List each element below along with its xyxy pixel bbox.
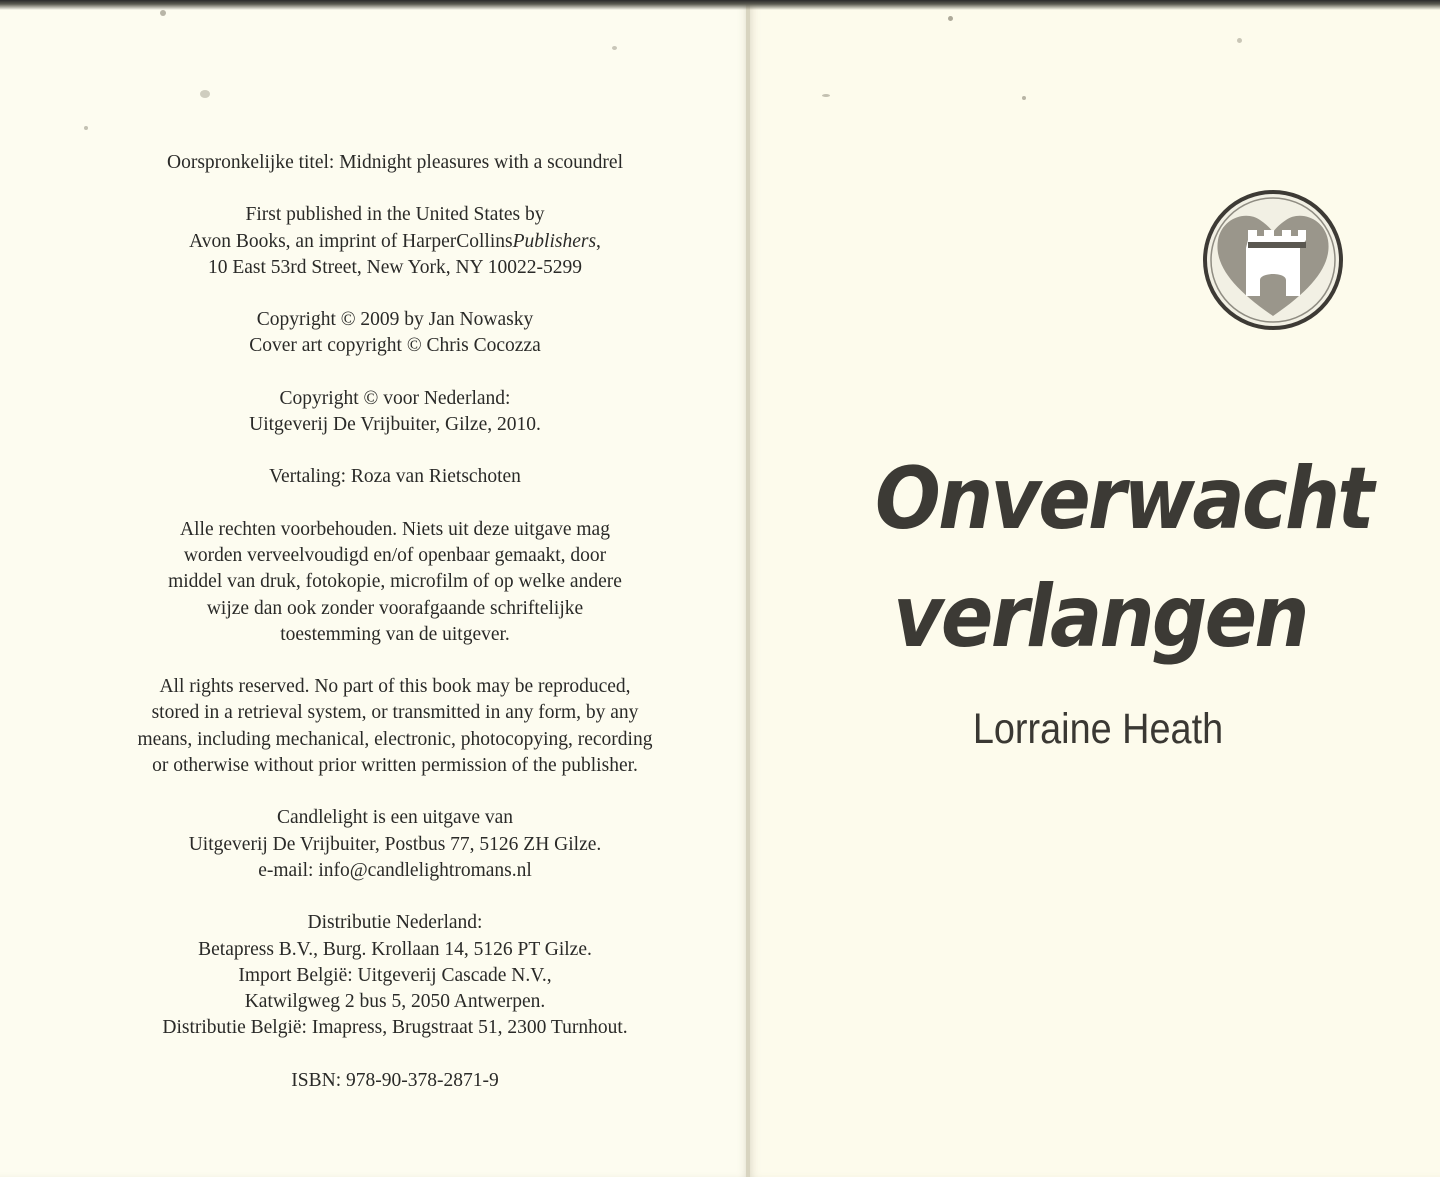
text-line: Betapress B.V., Burg. Krollaan 14, 5126 PT Gilze. bbox=[198, 938, 592, 960]
imprint-suffix: , bbox=[596, 230, 601, 252]
text-line: worden verveelvoudigd en/of openbaar gemaakt, door bbox=[183, 544, 607, 566]
text-line: Import België: Uitgeverij Cascade N.V., bbox=[238, 964, 552, 986]
paper-speck bbox=[612, 46, 617, 50]
paper-speck bbox=[84, 126, 88, 130]
text-line: Copyright © voor Nederland: bbox=[279, 387, 511, 409]
imprint-italic: Publishers bbox=[512, 230, 597, 252]
text-line: or otherwise without prior written permission of the publisher. bbox=[152, 755, 638, 777]
paper-speck bbox=[1237, 38, 1242, 43]
text-line: Katwilgweg 2 bus 5, 2050 Antwerpen. bbox=[244, 991, 546, 1013]
rights-english-block bbox=[100, 674, 690, 779]
candlelight-block bbox=[100, 805, 690, 884]
text-line: stored in a retrieval system, or transmitted in any form, by any bbox=[151, 702, 639, 724]
title-line: verlangen bbox=[893, 567, 1307, 667]
title-page bbox=[750, 0, 1440, 1177]
rights-dutch-block bbox=[100, 517, 690, 648]
text-line: wijze dan ook zonder voorafgaande schriftelijke bbox=[206, 597, 584, 619]
imprint-prefix: Avon Books, an imprint of HarperCollins bbox=[189, 230, 513, 252]
text-line: Copyright © 2009 by Jan Nowasky bbox=[256, 309, 534, 331]
original-title-block bbox=[100, 150, 690, 176]
text-line: Cover art copyright © Chris Cocozza bbox=[249, 335, 541, 357]
paper-speck bbox=[160, 10, 166, 16]
translation-block bbox=[100, 464, 690, 490]
first-published-block bbox=[100, 202, 690, 281]
text-line: Oorspronkelijke titel: Midnight pleasures with a scoundrel bbox=[167, 152, 623, 173]
dutch-copyright-block bbox=[100, 386, 690, 439]
publisher-address: 10 East 53rd Street, New York, NY 10022-5299 bbox=[207, 256, 583, 278]
scan-top-edge bbox=[0, 0, 1440, 10]
text-line: Candlelight is een uitgave van bbox=[276, 807, 514, 829]
paper-speck bbox=[200, 90, 210, 98]
paper-speck bbox=[948, 16, 953, 21]
text-line: means, including mechanical, electronic, photocopying, recording bbox=[137, 728, 653, 750]
heart-castle-logo-icon bbox=[1202, 176, 1344, 344]
isbn: ISBN: 978-90-378-2871-9 bbox=[291, 1069, 499, 1091]
text-line: Uitgeverij De Vrijbuiter, Postbus 77, 5126 ZH Gilze. bbox=[188, 833, 602, 855]
distribution-block bbox=[100, 910, 690, 1041]
text-line: Distributie België: Imapress, Brugstraat 51, 2300 Turnhout. bbox=[162, 1017, 628, 1039]
text-line: Uitgeverij De Vrijbuiter, Gilze, 2010. bbox=[249, 414, 541, 436]
title-line: Onverwacht bbox=[875, 449, 1372, 549]
page-gutter bbox=[746, 0, 750, 1177]
text-line: First published in the United States by bbox=[245, 204, 545, 226]
author-name: Lorraine Heath bbox=[972, 705, 1224, 753]
book-title bbox=[850, 440, 1372, 676]
text-line: middel van druk, fotokopie, microfilm of op welke andere bbox=[168, 571, 622, 593]
email-line: e-mail: info@candlelightromans.nl bbox=[258, 859, 532, 881]
colophon-text bbox=[100, 150, 690, 1094]
text-line: All rights reserved. No part of this book may be reproduced, bbox=[159, 676, 631, 698]
text-line: Vertaling: Roza van Rietschoten bbox=[269, 466, 521, 488]
imprint-line bbox=[100, 229, 690, 255]
copyright-block bbox=[100, 307, 690, 360]
text-line: toestemming van de uitgever. bbox=[280, 623, 510, 645]
paper-speck bbox=[822, 94, 830, 97]
text-line: Distributie Nederland: bbox=[307, 912, 483, 934]
text-line: Alle rechten voorbehouden. Niets uit deze uitgave mag bbox=[180, 518, 610, 540]
paper-speck bbox=[1022, 96, 1026, 100]
